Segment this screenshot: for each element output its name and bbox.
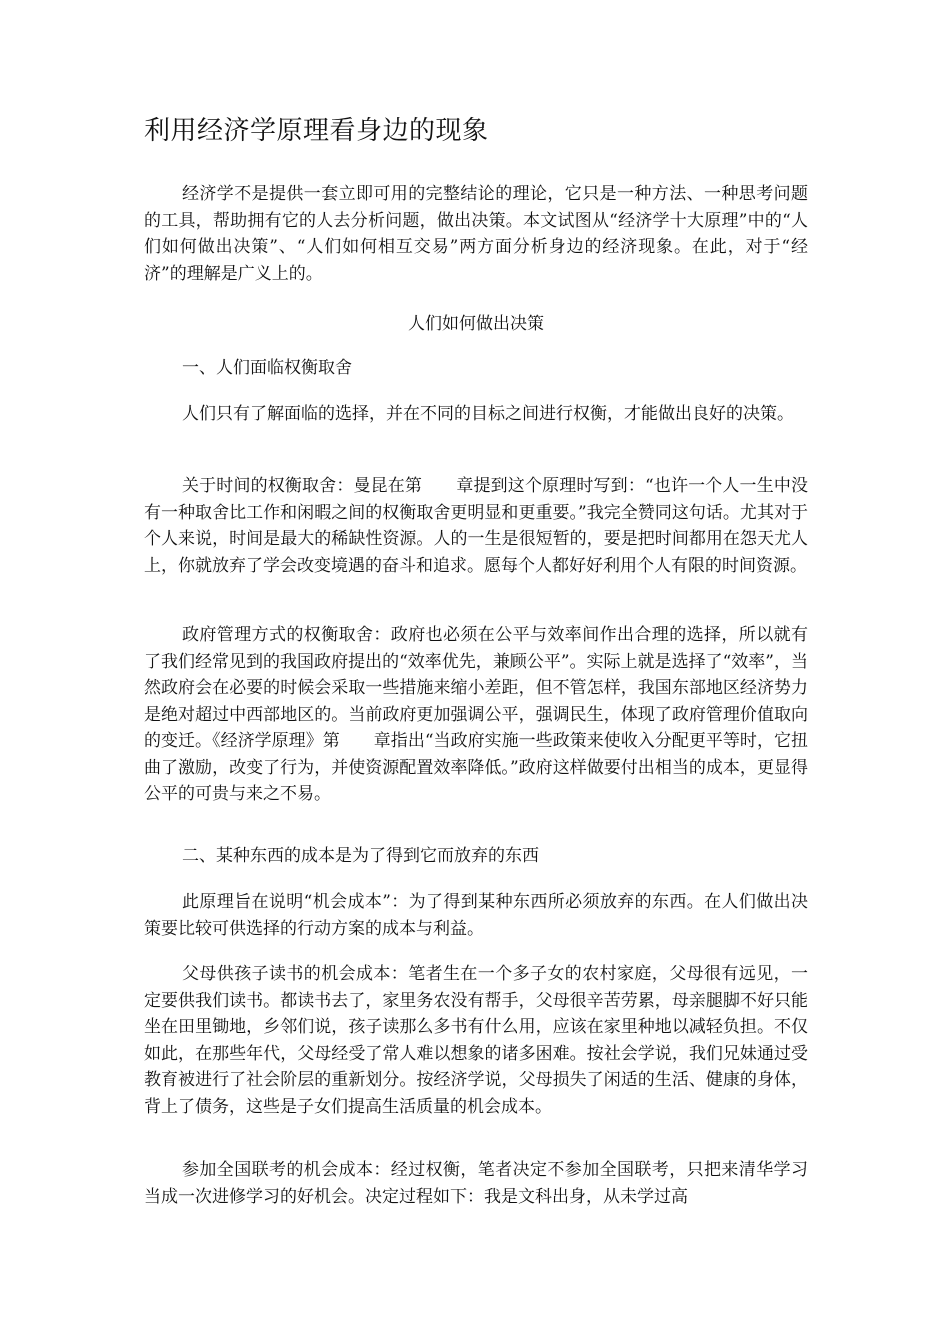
paragraph-6: 参加全国联考的机会成本：经过权衡，笔者决定不参加全国联考，只把来清华学习当成一次进修学习的好机会。决定过程如下：我是文科出身，从未学过高 — [144, 1160, 808, 1207]
document-title: 利用经济学原理看身边的现象 — [144, 116, 489, 146]
heading-1: 一、人们面临权衡取舍 — [182, 358, 352, 378]
section-title: 人们如何做出决策 — [408, 314, 544, 334]
paragraph-4: 此原理旨在说明“机会成本”：为了得到某种东西所必须放弃的东西。在人们做出决策要比较可供选择的行动方案的成本与利益。 — [144, 892, 808, 939]
paragraph-3: 政府管理方式的权衡取舍：政府也必须在公平与效率间作出合理的选择，所以就有了我们经常见到的我国政府提出的“效率优先，兼顾公平”。实际上就是选择了“效率”，当然政府会在必要的时候会采取一些措施来缩小差距，但不管怎样，我国东部地区经济势力是绝对超过中西部地区的。当前政府更加强调公平，强调民生，体现了政府管理价值取向的变迁。《经济学原理》第 章指出“当政府实施一些政策来使收入分配更平等时，它扭曲了激励，改变了行为，并使资源配置效率降低。”政府这样做要付出相当的成本，更显得公平的可贵与来之不易。 — [144, 625, 808, 804]
paragraph-5: 父母供孩子读书的机会成本：笔者生在一个多子女的农村家庭，父母很有远见，一定要供我们读书。都读书去了，家里务农没有帮手，父母很辛苦劳累，母亲腿脚不好只能坐在田里锄地，乡邻们说，孩子读那么多书有什么用，应该在家里种地以减轻负担。不仅如此，在那些年代，父母经受了常人难以想象的诸多困难。按社会学说，我们兄妹通过受教育被进行了社会阶层的重新划分。按经济学说，父母损失了闲适的生活、健康的身体，背上了债务，这些是子女们提高生活质量的机会成本。 — [144, 964, 808, 1117]
intro-paragraph: 经济学不是提供一套立即可用的完整结论的理论，它只是一种方法、一种思考问题的工具，帮助拥有它的人去分析问题，做出决策。本文试图从“经济学十大原理”中的“人们如何做出决策”、“人们如何相互交易”两方面分析身边的经济现象。在此，对于“经济”的理解是广义上的。 — [144, 184, 808, 284]
heading-2: 二、某种东西的成本是为了得到它而放弃的东西 — [182, 846, 539, 866]
paragraph-2: 关于时间的权衡取舍：曼昆在第 章提到这个原理时写到：“也许一个人一生中没有一种取舍比工作和闲暇之间的权衡取舍更明显和更重要。”我完全赞同这句话。尤其对于个人来说，时间是最大的稀缺性资源。人的一生是很短暂的，要是把时间都用在怨天尤人上，你就放弃了学会改变境遇的奋斗和追求。愿每个人都好好利用个人有限的时间资源。 — [144, 476, 808, 576]
paragraph-1: 人们只有了解面临的选择，并在不同的目标之间进行权衡，才能做出良好的决策。 — [182, 404, 794, 424]
